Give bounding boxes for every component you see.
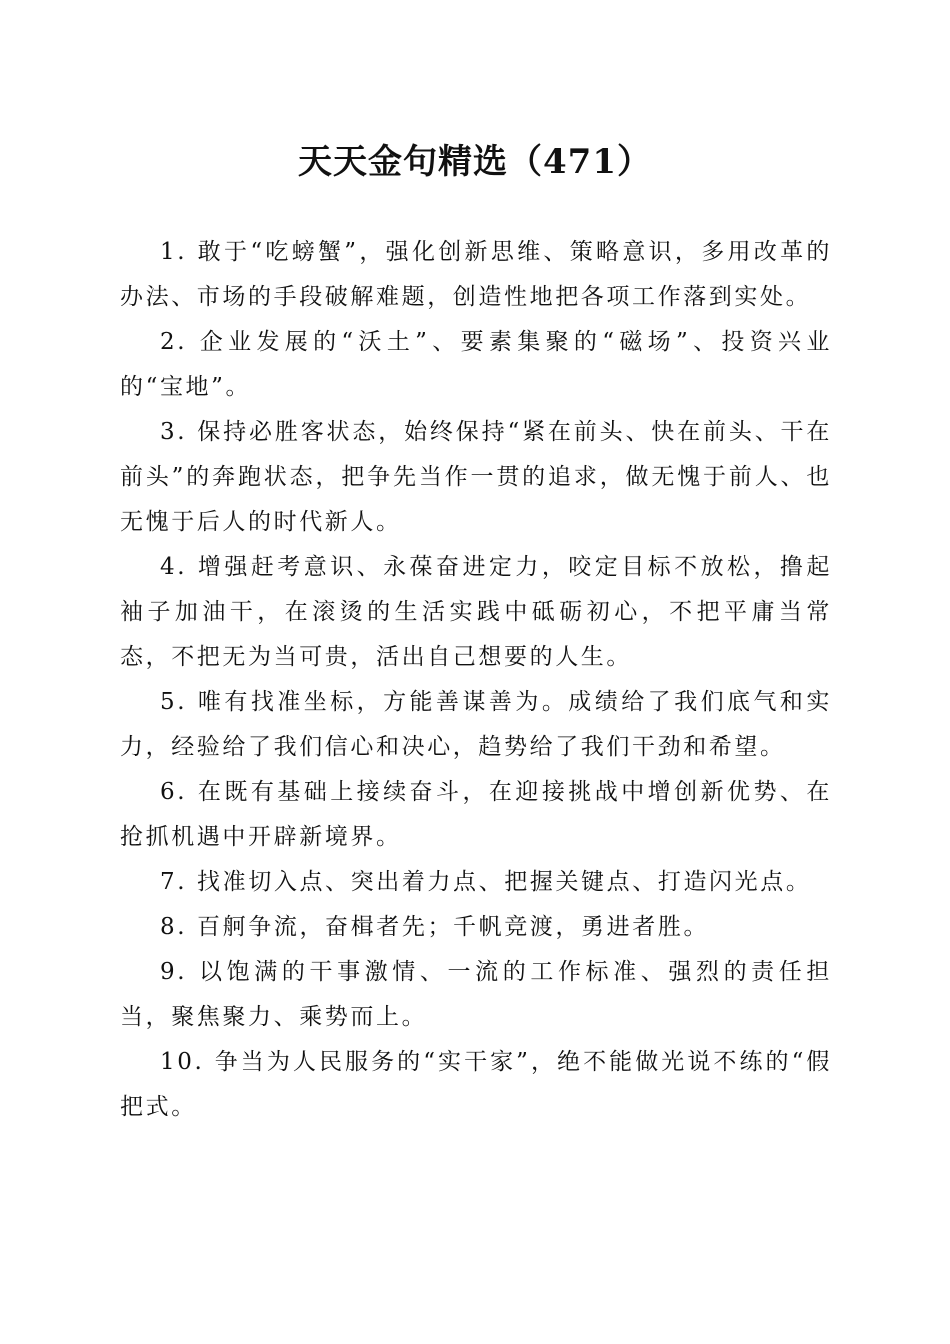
- quote-item-2: 2. 企业发展的“沃土”、要素集聚的“磁场”、投资兴业的“宝地”。: [120, 329, 832, 400]
- quote-item-5: 5. 唯有找准坐标，方能善谋善为。成绩给了我们底气和实力，经验给了我们信心和决心，趋势给了我们干劲和希望。: [120, 689, 832, 760]
- quote-item-8: 8. 百舸争流，奋楫者先；千帆竞渡，勇进者胜。: [160, 914, 710, 940]
- document-title: 天天金句精选（471）: [298, 142, 652, 182]
- quote-item-7: 7. 找准切入点、突出着力点、把握关键点、打造闪光点。: [160, 869, 812, 895]
- quote-item-3: 3. 保持必胜客状态，始终保持“紧在前头、快在前头、干在前头”的奔跑状态，把争先当作一贯的追求，做无愧于前人、也无愧于后人的时代新人。: [120, 419, 832, 535]
- quote-item-10: 10. 争当为人民服务的“实干家”，绝不能做光说不练的“假把式。: [120, 1049, 832, 1120]
- quote-item-6: 6. 在既有基础上接续奋斗，在迎接挑战中增创新优势、在抢抓机遇中开辟新境界。: [120, 779, 832, 850]
- quote-item-9: 9. 以饱满的干事激情、一流的工作标准、强烈的责任担当，聚焦聚力、乘势而上。: [120, 959, 832, 1030]
- quote-item-1: 1. 敢于“吃螃蟹”，强化创新思维、策略意识，多用改革的办法、市场的手段破解难题，创造性地把各项工作落到实处。: [120, 239, 832, 310]
- quote-list: [120, 230, 832, 1130]
- quote-item-4: 4. 增强赶考意识、永葆奋进定力，咬定目标不放松，撸起袖子加油干，在滚烫的生活实践中砥砺初心，不把平庸当常态，不把无为当可贵，活出自己想要的人生。: [120, 554, 832, 670]
